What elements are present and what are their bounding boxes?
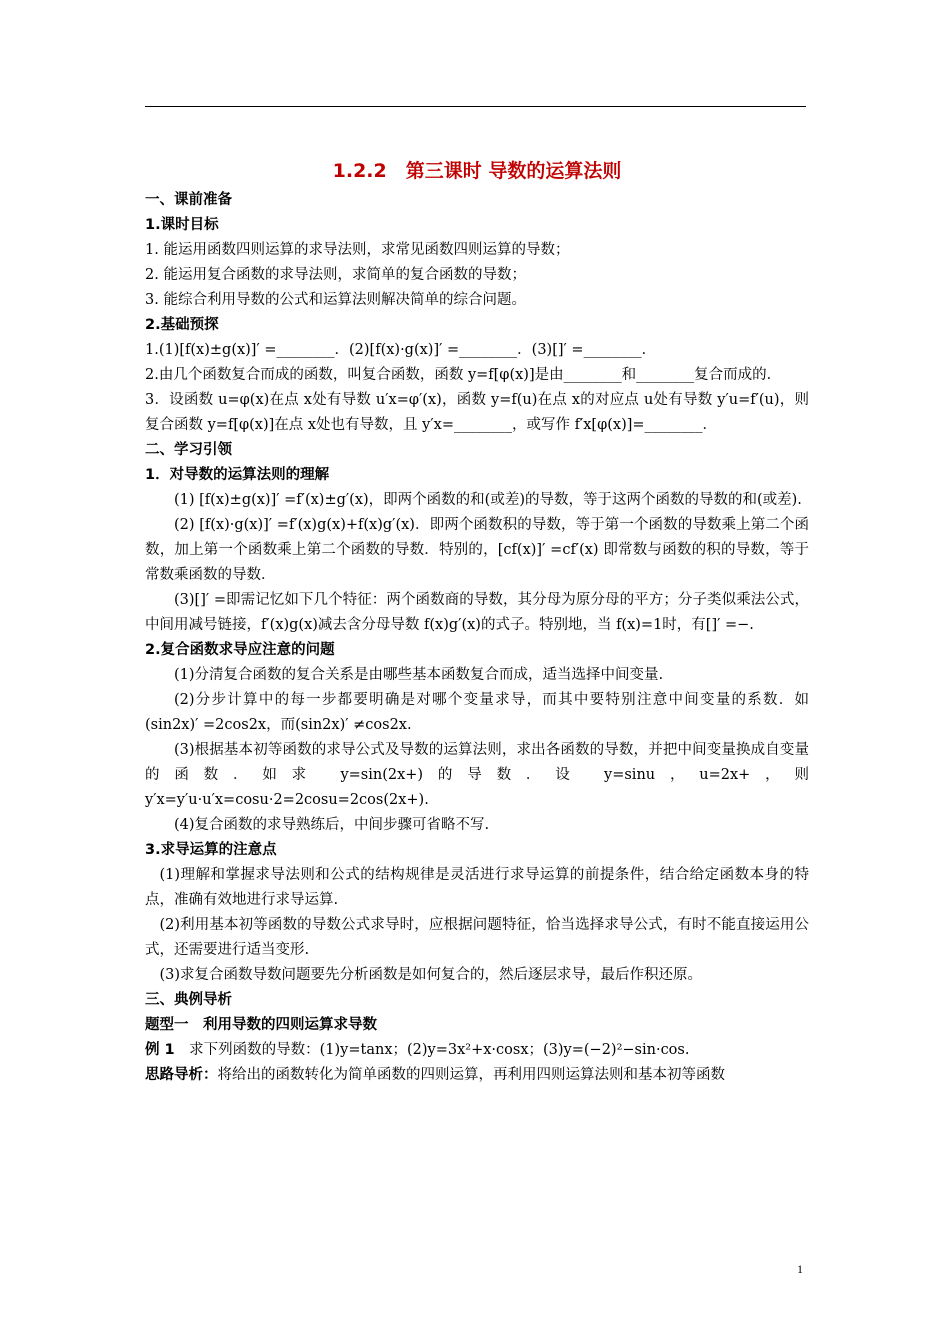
example-text: 求下列函数的导数：(1)y=tanx；(2)y=3x²+x·cosx；(3)y=(−2)²−sin·cos.	[174, 1042, 690, 1058]
composite-paragraph-3: (3)根据基本初等函数的求导公式及导数的运算法则，求出各函数的导数，并把中间变量换成自变量的函数．如求 y=sin(2x+)的导数．设 y=sinu，u=2x+，则 y′x=y′u·u′x=cosu·2=2cosu=2cos(2x+).	[145, 742, 809, 808]
rule-paragraph-3: (3)[]′ =即需记忆如下几个特征：两个函数商的导数，其分母为原分母的平方；分子类似乘法公式，中间用减号链接，f′(x)g(x)减去含分母导数 f(x)g′(x)的式子。特别地，当 f(x)=1时，有[]′ =−.	[145, 592, 809, 633]
preview-question-1: 1.(1)[f(x)±g(x)]′ =________．(2)[f(x)·g(x)]′ =________．(3)[]′ =________．	[145, 342, 657, 358]
composite-paragraph-2: (2)分步计算中的每一步都要明确是对哪个变量求导，而其中要特别注意中间变量的系数．如(sin2x)′ =2cos2x，而(sin2x)′ ≠cos2x.	[145, 692, 809, 733]
problem-type-1: 题型一 利用导数的四则运算求导数	[145, 1017, 377, 1033]
rule-paragraph-2: (2) [f(x)·g(x)]′ =f′(x)g(x)+f(x)g′(x)．即两个函数积的导数，等于第一个函数的导数乘上第二个函数，加上第一个函数乘上第二个函数的导数．特别的，[cf(x)]′ =cf′(x) 即常数与函数的积的导数，等于常数乘函数的导数．	[145, 517, 809, 583]
composite-paragraph-1: (1)分清复合函数的复合关系是由哪些基本函数复合而成，适当选择中间变量.	[174, 667, 664, 683]
preview-question-2: 2.由几个函数复合而成的函数，叫复合函数，函数 y=f[φ(x)]是由________和________复合而成的．	[145, 367, 782, 383]
note-paragraph-2: (2)利用基本初等函数的导数公式求导时，应根据问题特征，恰当选择求导公式，有时不能直接运用公式，还需要进行适当变形.	[145, 917, 809, 958]
subheading-composite: 2.复合函数求导应注意的问题	[145, 642, 335, 658]
example-1	[145, 1038, 809, 1063]
subheading-goals: 1.课时目标	[145, 217, 219, 233]
composite-paragraph-4: (4)复合函数的求导熟练后，中间步骤可省略不写.	[174, 817, 490, 833]
goal-item-3: 3. 能综合利用导数的公式和运算法则解决简单的综合问题。	[145, 292, 526, 308]
page-number: 1	[797, 1262, 803, 1276]
section-heading-3: 三、典例导析	[145, 992, 232, 1008]
goal-item-1: 1. 能运用函数四则运算的求导法则，求常见函数四则运算的导数；	[145, 242, 570, 258]
hint	[145, 1063, 809, 1088]
subheading-rules: 1．对导数的运算法则的理解	[145, 467, 330, 483]
example-label: 例 1	[145, 1042, 175, 1058]
section-heading-2: 二、学习引领	[145, 442, 232, 458]
section-heading-1: 一、课前准备	[145, 192, 232, 208]
note-paragraph-3: (3)求复合函数导数问题要先分析函数是如何复合的，然后逐层求导，最后作积还原。	[159, 967, 703, 983]
page-body	[145, 156, 809, 1088]
page-title: 1.2.2 第三课时 导数的运算法则	[332, 160, 622, 182]
goal-item-2: 2. 能运用复合函数的求导法则，求简单的复合函数的导数；	[145, 267, 526, 283]
subheading-preview: 2.基础预探	[145, 317, 219, 333]
hint-text: 将给出的函数转化为简单函数的四则运算，再利用四则运算法则和基本初等函数	[217, 1067, 725, 1083]
note-paragraph-1: (1)理解和掌握求导法则和公式的结构规律是灵活进行求导运算的前提条件，结合给定函数本身的特点，准确有效地进行求导运算.	[145, 867, 809, 908]
preview-question-3: 3．设函数 u=φ(x)在点 x处有导数 u′x=φ′(x)，函数 y=f(u)在点 x的对应点 u处有导数 y′u=f′(u)，则复合函数 y=f[φ(x)]在点 x处也有导数，且 y′x=________，或写作 f′x[φ(x)]=________．	[145, 392, 809, 433]
header-rule	[145, 106, 806, 107]
rule-paragraph-1: (1) [f(x)±g(x)]′ =f′(x)±g′(x)，即两个函数的和(或差)的导数，等于这两个函数的导数的和(或差).	[174, 492, 802, 508]
subheading-notes: 3.求导运算的注意点	[145, 842, 277, 858]
hint-label: 思路导析：	[145, 1067, 218, 1083]
